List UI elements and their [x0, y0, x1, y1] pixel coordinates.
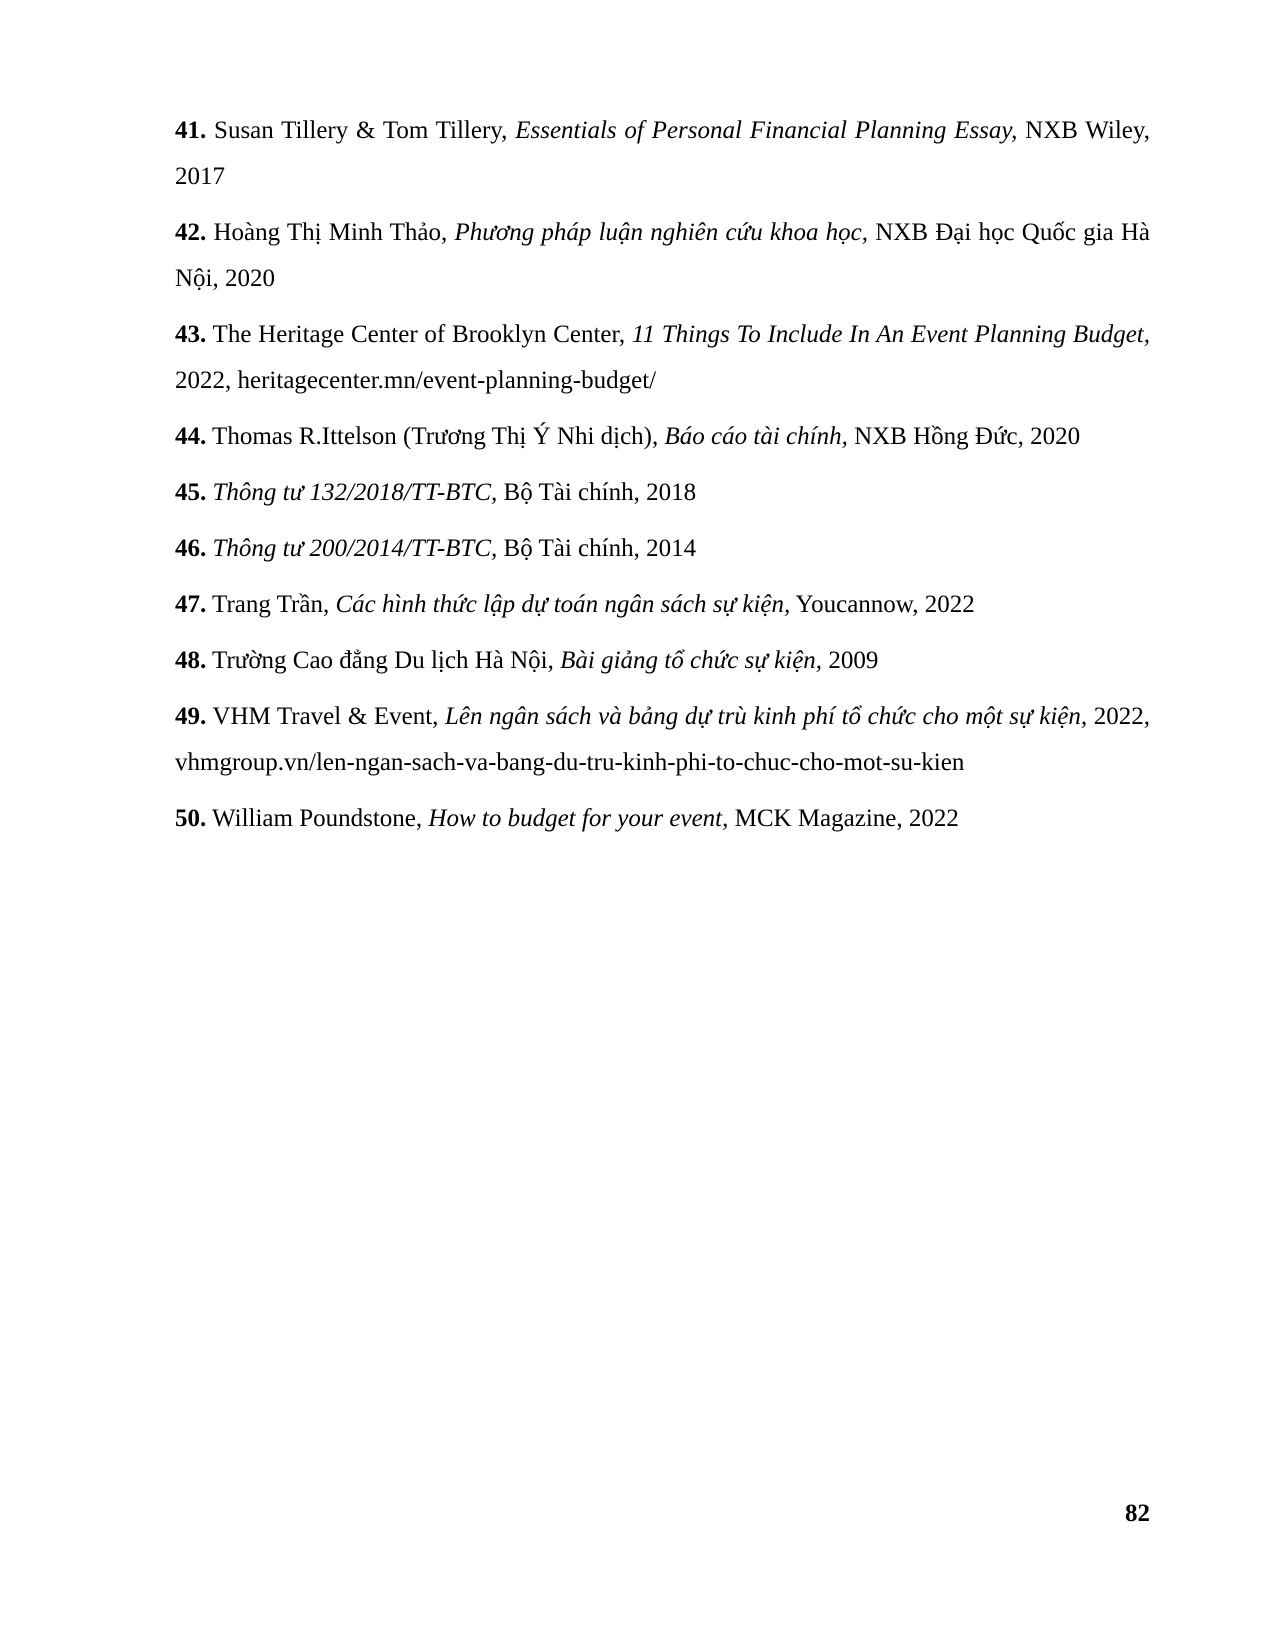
reference-number: 41. — [175, 117, 207, 144]
reference-title: Essentials of Personal Financial Planning Essay, — [515, 117, 1018, 144]
reference-item — [175, 796, 1150, 842]
reference-title: Thông tư 200/2014/TT-BTC, — [212, 535, 498, 562]
reference-publisher: Bộ Tài chính, 2018 — [497, 479, 697, 506]
reference-title: Bài giảng tổ chức sự kiện, — [560, 647, 823, 674]
reference-authors: William Poundstone, — [206, 805, 429, 832]
reference-title: 11 Things To Include In An Event Planning Budget, — [631, 321, 1150, 348]
reference-publisher: NXB Wiley, 2017 — [175, 117, 1151, 190]
reference-item — [175, 210, 1150, 302]
reference-authors: Thomas R.Ittelson (Trương Thị Ý Nhi dịch), — [206, 423, 665, 450]
page-number: 82 — [1125, 1500, 1150, 1527]
reference-number: 43. — [175, 321, 207, 348]
reference-number: 42. — [175, 219, 207, 246]
reference-title: How to budget for your event, — [428, 805, 729, 832]
reference-title: Lên ngân sách và bảng dự trù kinh phí tổ chức cho một sự kiện, — [445, 703, 1088, 730]
reference-publisher: Bộ Tài chính, 2014 — [497, 535, 697, 562]
reference-number: 49. — [175, 703, 207, 730]
reference-publisher: MCK Magazine, 2022 — [728, 805, 959, 832]
reference-item — [175, 526, 1150, 572]
reference-number: 46. — [175, 535, 207, 562]
reference-item — [175, 414, 1150, 460]
reference-title: Báo cáo tài chính, — [664, 423, 848, 450]
reference-authors: Trường Cao đẳng Du lịch Hà Nội, — [206, 647, 561, 674]
reference-item — [175, 582, 1150, 628]
reference-authors: Susan Tillery & Tom Tillery, — [206, 117, 516, 144]
reference-item — [175, 694, 1150, 786]
reference-number: 45. — [175, 479, 207, 506]
reference-publisher: NXB Hồng Đức, 2020 — [847, 423, 1081, 450]
reference-publisher: 2009 — [822, 647, 879, 674]
reference-authors: The Heritage Center of Brooklyn Center, — [206, 321, 632, 348]
reference-publisher: 2022, vhmgroup.vn/len-ngan-sach-va-bang-du-tru-kinh-phi-to-chuc-cho-mot-su-kien — [175, 703, 1150, 776]
reference-number: 50. — [175, 805, 207, 832]
reference-item — [175, 108, 1150, 200]
reference-authors: VHM Travel & Event, — [206, 703, 446, 730]
reference-title: Thông tư 132/2018/TT-BTC, — [212, 479, 498, 506]
reference-publisher: NXB Đại học Quốc gia Hà Nội, 2020 — [175, 219, 1150, 292]
reference-authors: Trang Trần, — [206, 591, 336, 618]
reference-title: Phương pháp luận nghiên cứu khoa học, — [454, 219, 869, 246]
reference-list — [175, 108, 1150, 852]
reference-number: 48. — [175, 647, 207, 674]
reference-item — [175, 312, 1150, 404]
reference-title: Các hình thức lập dự toán ngân sách sự kiện, — [335, 591, 791, 618]
reference-publisher: 2022, heritagecenter.mn/event-planning-budget/ — [175, 367, 657, 394]
reference-number: 44. — [175, 423, 207, 450]
reference-authors: Hoàng Thị Minh Thảo, — [206, 219, 455, 246]
reference-item — [175, 470, 1150, 516]
reference-publisher: Youcannow, 2022 — [790, 591, 975, 618]
reference-number: 47. — [175, 591, 207, 618]
reference-item — [175, 638, 1150, 684]
